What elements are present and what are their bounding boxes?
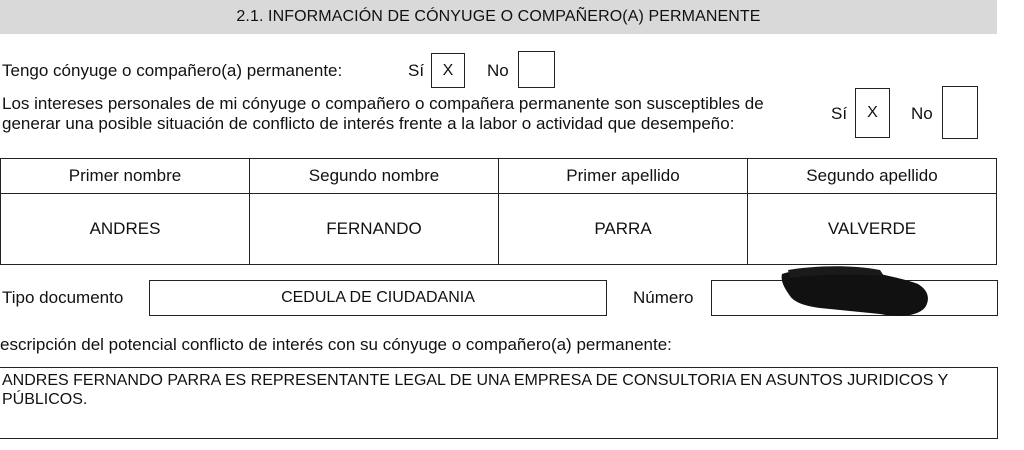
document-number-label: Número — [633, 288, 694, 307]
value-primer-apellido[interactable]: PARRA — [499, 194, 748, 265]
spouse-no-checkbox[interactable] — [518, 51, 555, 88]
conflict-question-line1: Los intereses personales de mi cónyuge o compañero o compañera permanente son susceptibles de — [2, 94, 764, 113]
spouse-yes-checkbox[interactable] — [431, 53, 465, 88]
document-type-label: Tipo documento — [2, 288, 124, 307]
spouse-yes-mark: X — [442, 61, 454, 79]
value-segundo-apellido[interactable]: VALVERDE — [748, 194, 997, 265]
document-type-field[interactable] — [149, 280, 607, 316]
description-field[interactable] — [0, 367, 998, 439]
conflict-no-checkbox[interactable] — [942, 86, 978, 139]
conflict-yes-mark: X — [867, 104, 878, 121]
redaction-mark — [780, 266, 930, 318]
names-table — [0, 158, 997, 265]
description-label: escripción del potencial conflicto de interés con su cónyuge o compañero(a) permanente: — [0, 335, 672, 354]
names-table-header-row — [1, 159, 997, 194]
description-text: ANDRES FERNANDO PARRA ES REPRESENTANTE LEGAL DE UNA EMPRESA DE CONSULTORIA EN ASUNTOS JURIDICOS Y PÚBLICOS. — [2, 372, 949, 408]
conflict-no-label: No — [911, 104, 933, 123]
conflict-yes-label: Sí — [831, 104, 848, 123]
spouse-question-label: Tengo cónyuge o compañero(a) permanente: — [2, 61, 343, 80]
spouse-yes-label: Sí — [408, 61, 425, 80]
value-segundo-nombre[interactable]: FERNANDO — [250, 194, 499, 265]
section-title: 2.1. INFORMACIÓN DE CÓNYUGE O COMPAÑERO(A) PERMANENTE — [236, 8, 761, 25]
header-primer-apellido: Primer apellido — [499, 159, 748, 194]
conflict-yes-checkbox[interactable] — [855, 88, 890, 138]
document-type-value: CEDULA DE CIUDADANIA — [281, 289, 475, 306]
header-segundo-apellido: Segundo apellido — [748, 159, 997, 194]
header-segundo-nombre: Segundo nombre — [250, 159, 499, 194]
section-header — [0, 0, 997, 34]
conflict-question-line2: generar una posible situación de conflicto de interés frente a la labor o actividad que desempeño: — [2, 114, 735, 133]
spouse-no-label: No — [487, 61, 509, 80]
value-primer-nombre[interactable]: ANDRES — [1, 194, 250, 265]
header-primer-nombre: Primer nombre — [1, 159, 250, 194]
names-table-value-row — [1, 194, 997, 265]
